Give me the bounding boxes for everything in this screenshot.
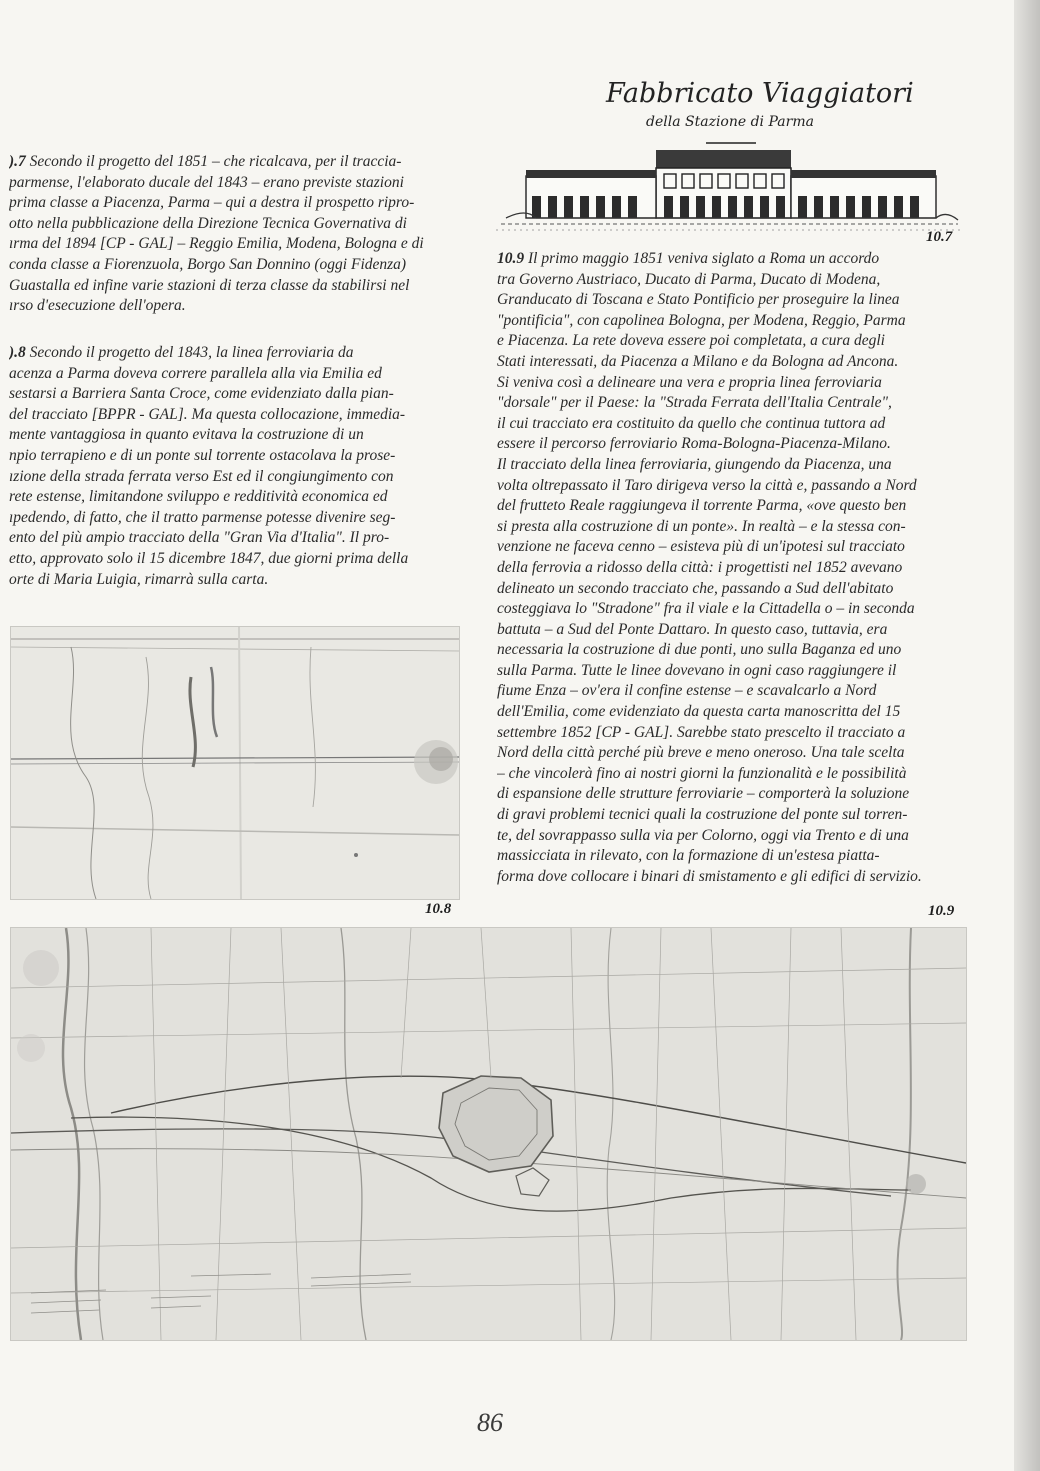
paragraph-line: forma dove collocare i binari di smistamento e gli edifici di servizio. (497, 867, 922, 885)
paragraph-line: della ferrovia a ridosso della città: i progettisti nel 1852 avevano (497, 558, 903, 576)
paragraph-line: 10.9 Il primo maggio 1851 veniva siglato a Roma un accordo (497, 250, 880, 267)
station-building-illustration (496, 138, 962, 238)
paragraph-line: battuta – a Sud del Ponte Dattaro. In questo caso, tuttavia, era (497, 620, 888, 638)
paragraph-line: costeggiava lo "Stradone" fra il viale e la Cittadella o – in seconda (497, 600, 915, 618)
paragraph-10-9 (497, 249, 963, 887)
paragraph-10-8 (9, 343, 459, 590)
paragraph-line: sulla Parma. Tutte le linee dovevano in ogni caso raggiungere il (497, 661, 897, 679)
paragraph-line: necessaria la costruzione di due ponti, uno sulla Baganza ed uno (497, 641, 902, 659)
figure-10-9-map (10, 927, 967, 1341)
paragraph-line: venzione ne faceva cenno – esisteva più di un'ipotesi sul tracciato (497, 538, 905, 556)
page-binding-edge (1014, 0, 1040, 1471)
paragraph-line: sestarsi a Barriera Santa Croce, come evidenziato dalla pian- (9, 385, 394, 403)
paragraph-line: rete estense, limitandone sviluppo e redditività economica ed (9, 488, 388, 506)
paragraph-line: Guastalla ed infine varie stazioni di terza classe da stabilirsi nel (9, 276, 410, 294)
paragraph-line: mente vantaggiosa in quanto evitava la costruzione di un (9, 426, 364, 444)
paragraph-line: fiume Enza – ov'era il confine estense – e scavalcarlo a Nord (497, 682, 877, 700)
paragraph-line: si presta alla costruzione di un ponte». In realtà – e la stessa con- (497, 517, 906, 535)
paragraph-line: il cui tracciato era costituito da quello che continua tuttora ad (497, 414, 886, 432)
figure-10-8-map (10, 626, 460, 900)
paragraph-line: conda classe a Fiorenzuola, Borgo San Donnino (oggi Fidenza) (9, 255, 407, 273)
paragraph-line: delineato un secondo tracciato che, passando a Sud dell'abitato (497, 579, 894, 597)
paragraph-line: npio terrapieno e di un ponte sul torrente ostacolava la prose- (9, 446, 396, 464)
figure-caption-10-7: 10.7 (926, 229, 953, 245)
paragraph-line: Si veniva così a delineare una vera e propria linea ferroviaria (497, 373, 882, 391)
figure-handwritten-title: Fabbricato Viaggiatori (606, 78, 914, 109)
paragraph-lead-number: ).8 (9, 344, 26, 361)
paragraph-line: Il tracciato della linea ferroviaria, giungendo da Piacenza, una (497, 455, 892, 473)
paragraph-line: e Piacenza. La rete doveva essere poi completata, a cura degli (497, 332, 885, 350)
paragraph-line: ıpedendo, di fatto, che il tratto parmense potesse divenire seg- (9, 508, 396, 526)
paragraph-10-7 (9, 152, 459, 317)
figure-caption-10-9: 10.9 (928, 903, 955, 919)
paragraph-line: del frutteto Reale raggiungeva il torrente Parma, «ove questo ben (497, 497, 907, 515)
figure-10-7 (496, 76, 962, 246)
paragraph-line: ırso d'esecuzione dell'opera. (9, 297, 186, 315)
paragraph-line: "dorsale" per il Paese: la "Strada Ferrata dell'Italia Centrale", (497, 394, 892, 412)
paragraph-line: Stati interessati, da Piacenza a Milano e da Bologna ad Ancona. (497, 352, 899, 370)
paragraph-line: acenza a Parma doveva correre parallela alla via Emilia ed (9, 364, 382, 382)
manuscript-map-1852-illustration (11, 928, 966, 1340)
paragraph-line: ızione della strada ferrata verso Est ed il congiungimento con (9, 467, 394, 485)
paragraph-lead-number: 10.9 (497, 250, 525, 267)
paragraph-line: ento del più ampio tracciato della "Gran Via d'Italia". Il pro- (9, 529, 390, 547)
paragraph-lead-number: ).7 (9, 153, 26, 170)
paragraph-line: te, del sovrappasso sulla via per Colorno, oggi via Trento e di una (497, 826, 909, 844)
paragraph-line: ).8 Secondo il progetto del 1843, la linea ferroviaria da (9, 344, 354, 361)
paragraph-line: otto nella pubblicazione della Direzione Tecnica Governativa di (9, 214, 407, 232)
paragraph-line: – che vincolerà fino ai nostri giorni la funzionalità e le possibilità (497, 764, 907, 782)
railway-plan-1843-illustration (11, 627, 459, 899)
page-number: 86 (477, 1408, 503, 1437)
paragraph-line: dell'Emilia, come evidenziato da questa carta manoscritta del 15 (497, 703, 901, 721)
paragraph-line: Nord della città perché più breve e meno oneroso. Una tale scelta (497, 744, 905, 762)
paragraph-line: Granducato di Toscana e Stato Pontificio per proseguire la linea (497, 291, 900, 309)
paragraph-line: "pontificia", con capolinea Bologna, per Modena, Reggio, Parma (497, 311, 906, 329)
paragraph-line: ).7 Secondo il progetto del 1851 – che ricalcava, per il traccia- (9, 153, 402, 170)
paragraph-line: essere il percorso ferroviario Roma-Bologna-Piacenza-Milano. (497, 435, 891, 453)
paragraph-line: etto, approvato solo il 15 dicembre 1847, due giorni prima della (9, 549, 409, 567)
paragraph-line: tra Governo Austriaco, Ducato di Parma, Ducato di Modena, (497, 270, 881, 288)
paragraph-line: settembre 1852 [CP - GAL]. Sarebbe stato prescelto il tracciato a (497, 723, 906, 741)
paragraph-line: massicciata in rilevato, con la formazione di un'estesa piatta- (497, 847, 880, 865)
figure-handwritten-subtitle: della Stazione di Parma (646, 114, 814, 130)
paragraph-line: parmense, l'elaborato ducale del 1843 – erano previste stazioni (9, 173, 404, 191)
paragraph-line: di espansione delle strutture ferroviarie – comporterà la soluzione (497, 785, 910, 803)
figure-caption-10-8: 10.8 (425, 901, 452, 917)
paragraph-line: del tracciato [BPPR - GAL]. Ma questa collocazione, immedia- (9, 405, 406, 423)
paragraph-line: orte di Maria Luigia, rimarrà sulla carta. (9, 570, 269, 588)
paragraph-line: ırma del 1894 [CP - GAL] – Reggio Emilia, Modena, Bologna e di (9, 235, 424, 253)
paragraph-line: prima classe a Piacenza, Parma – qui a destra il prospetto ripro- (9, 194, 415, 212)
paragraph-line: volta oltrepassato il Taro dirigeva verso la città e, passando a Nord (497, 476, 917, 494)
paragraph-line: di gravi problemi tecnici quali la costruzione del ponte sul torren- (497, 806, 908, 824)
